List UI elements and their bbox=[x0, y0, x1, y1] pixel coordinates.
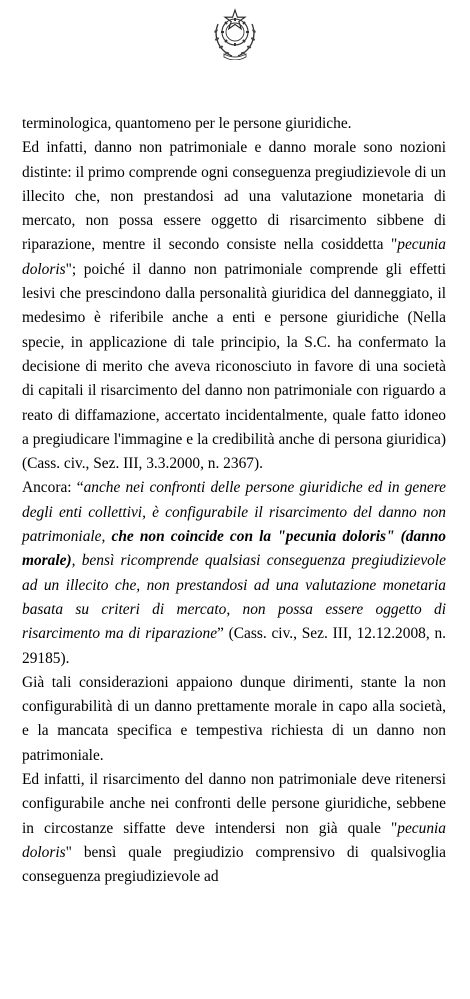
italic-text-run: pecunia doloris bbox=[22, 236, 446, 278]
text-run: "; poiché il danno non patrimoniale comprende gli effetti lesivi che prescindono dalla personalità giuridica del danneggiato, il medesimo è riferibile anche a enti e persone giuridiche (Nella specie, in applicazione di tale principio, la S.C. ha confermato la decisione di merito che aveva riconosciuto in favore di una società di capitali il risarcimento del danno non patrimoniale con riguardo a reato di diffamazione, accertato incidentalmente, quale fatto idoneo a pregiudicare l'immagine e la credibilità anche di persona giuridica) (Cass. civ., Sez. III, 3.3.2000, n. 2367). bbox=[22, 260, 446, 473]
paragraph bbox=[22, 476, 446, 670]
text-run: Già tali considerazioni appaiono dunque dirimenti, stante la non configurabilità di un danno prettamente morale in capo alla società, e la mancata specifica e tempestiva richiesta di un danno non patrimoniale. bbox=[22, 673, 446, 764]
emblem-icon bbox=[210, 6, 260, 60]
text-run: " bensì quale pregiudizio comprensivo di qualsivoglia conseguenza pregiudizievole ad bbox=[22, 843, 446, 886]
document-body bbox=[22, 112, 446, 890]
text-run: ” (Cass. civ., Sez. III, 12.12.2008, n. 29185). bbox=[22, 625, 446, 667]
bold-italic-text-run: che non coincide con la "pecunia doloris" (danno morale) bbox=[22, 528, 446, 570]
text-run: Ed infatti, il risarcimento del danno non patrimoniale deve ritenersi configurabile anche nei confronti delle persone giuridiche, sebbene in circostanze siffatte deve intendersi non già quale " bbox=[22, 771, 446, 837]
paragraph bbox=[22, 112, 446, 136]
text-run: Ancora: “ bbox=[22, 479, 84, 497]
paragraph bbox=[22, 136, 446, 476]
text-run: terminologica, quantomeno per le persone giuridiche. bbox=[22, 115, 352, 132]
italic-text-run: anche nei confronti delle persone giuridiche ed in genere degli enti collettivi, è configurabile il risarcimento del danno non patrimoniale, bbox=[22, 479, 447, 546]
italic-text-run: , bensì ricomprende qualsiasi conseguenza pregiudizievole ad un illecito che, non prestandosi ad una valutazione monetaria basata su criteri di mercato, non possa essere oggetto di risarcimento ma di riparazione bbox=[22, 552, 446, 643]
paragraph bbox=[22, 671, 446, 768]
text-run: Ed infatti, danno non patrimoniale e danno morale sono nozioni distinte: il primo comprende ogni conseguenza pregiudizievole di un illecito che, non prestandosi ad una valutazione monetaria di mercato, non possa essere oggetto di risarcimento sibbene di riparazione, mentre il secondo consiste nella cosiddetta " bbox=[22, 139, 446, 254]
italic-text-run: pecunia doloris bbox=[22, 819, 446, 861]
paragraph bbox=[22, 768, 446, 889]
